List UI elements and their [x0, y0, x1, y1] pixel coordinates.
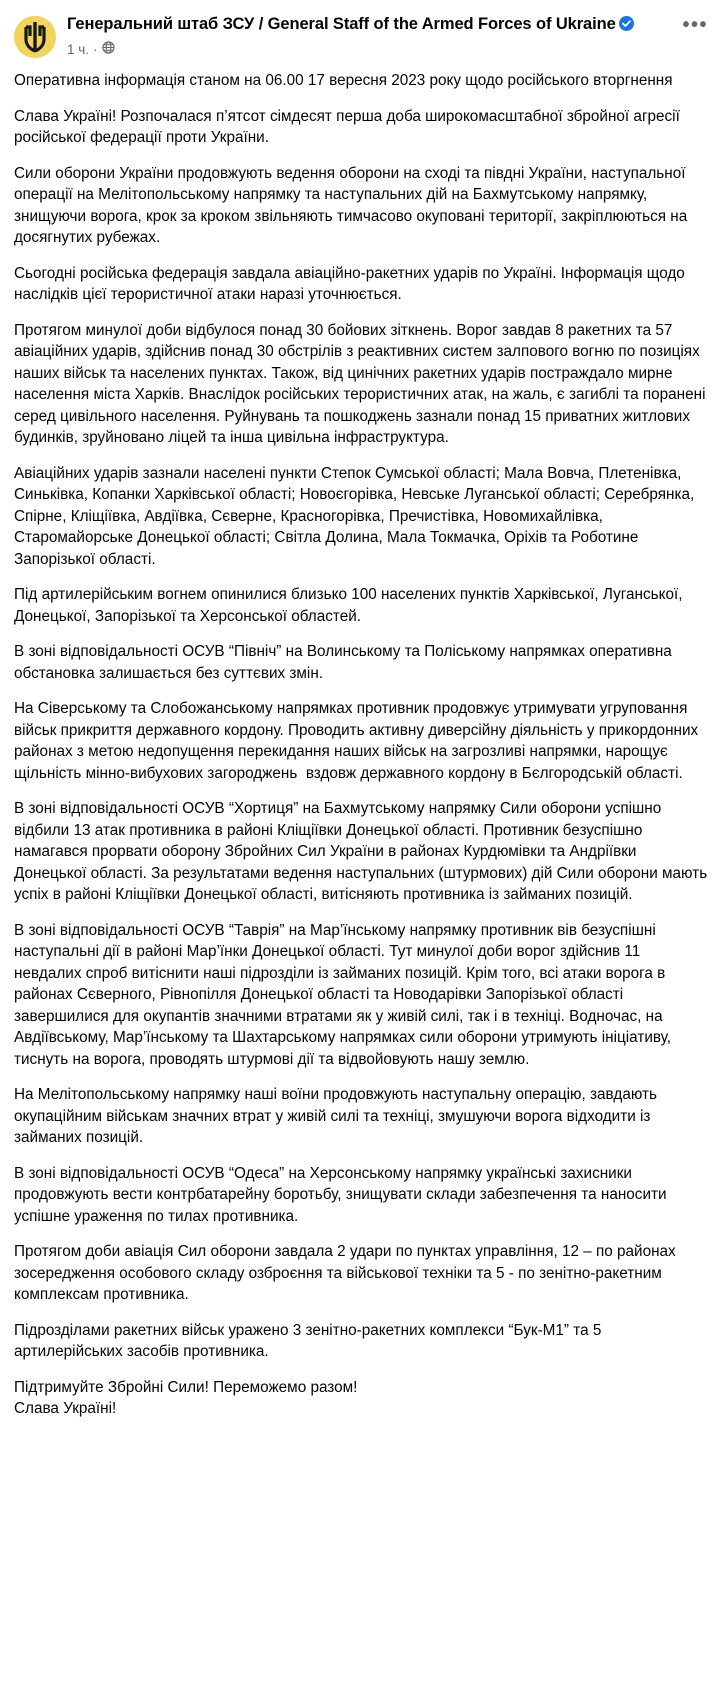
post-paragraph: Оперативна інформація станом на 06.00 17 вересня 2023 року щодо російського вторгнення — [14, 72, 673, 89]
post-paragraph: В зоні відповідальності ОСУВ “Хортиця” на Бахмутському напрямку Сили оборони успішно відбили 13 атак противника в районі Кліщіївки Донецької області. Противник безуспішно намагався прорвати оборону Збройних Сил України в районах Курдюмівки та Андріївки Донецької області. За результатами ведення наступальних (штурмових) дій Сили оборони мають успіх в районі Кліщіївки Донецької області, витісняють противника із займаних позицій. — [14, 800, 712, 903]
post-body — [0, 58, 726, 1430]
post-paragraph: В зоні відповідальності ОСУВ “Таврія” на Мар’їнському напрямку противник вів безуспішні наступальні дії в районі Мар’їнки Донецької області. Тут минулої доби ворог здійснив 11 невдалих спроб витіснити наші підрозділи із займаних позицій. Крім того, всі атаки ворога в районах Сєверного, Рівнопілля Донецької області та Новодарівки Запорізької області завершилися для окупантів значними втратами як у живій силі, так і в техніці. Водночас, на Авдіївському, Мар’їнському та Шахтарському напрямках сили оборони утримують ініціативу, тиснуть на ворога, проводять штурмові дії та відвойовують нашу землю. — [14, 921, 676, 1068]
post-paragraph: На Сіверському та Слобожанському напрямках противник продовжує утримувати угруповання військ прикриття державного кордону. Проводить активну диверсійну діяльність у прикордонних районах з метою недопущення перекидання наших військ на загрозливі напрямки, нарощує щільність мінно-вибухових загороджень вздовж державного кордону в Бєлгородській області. — [14, 700, 703, 782]
post-timestamp[interactable]: 1 ч. — [67, 41, 90, 57]
globe-icon — [102, 41, 115, 58]
post-meta — [67, 41, 670, 58]
post-paragraph: Підтримуйте Збройні Сили! Переможемо разом! — [14, 1378, 358, 1396]
page-name-text: Генеральний штаб ЗСУ / General Staff of the Armed Forces of Ukraine — [67, 15, 616, 33]
post-paragraph: Протягом минулої доби відбулося понад 30 бойових зіткнень. Ворог завдав 8 ракетних та 57 авіаційних ударів, здійснив понад 30 обстрілів з реактивних систем залпового вогню по позиціях наших військ та населених пунктах. Також, від цинічних ракетних ударів постраждало мирне населення міста Харків. Внаслідок російських терористичних атак, на жаль, є загиблі та поранені серед цивільного населення. Руйнувань та пошкоджень зазнали понад 15 приватних житлових будинків, зруйновано ліцей та інша цивільна інфраструктура. — [14, 321, 710, 446]
post-paragraph: Сили оборони України продовжують ведення оборони на сході та півдні України, наступальної операції на Мелітопольському напрямку та наступальних дій на Бахмутському напрямку, знищуючи ворога, крок за кроком звільняють тимчасово окуповані території, закріплюються на досягнутих рубежах. — [14, 164, 692, 246]
post-paragraph: На Мелітопольському напрямку наші воїни продовжують наступальну операцію, завдають окупаційним військам значних втрат у живій силі та техніці, змушуючи ворога відходити із займаних позицій. — [14, 1086, 662, 1146]
trident-emblem-icon — [14, 16, 56, 58]
post-paragraph: Сьогодні російська федерація завдала авіаційно-ракетних ударів по Україні. Інформація щодо наслідків цієї терористичної атаки наразі уточнюється. — [14, 264, 690, 303]
post-paragraph: Слава Україні! — [14, 1400, 117, 1417]
post-paragraph: Підрозділами ракетних військ уражено 3 зенітно-ракетних комплекси “Бук-М1” та 5 артилерійських засобів противника. — [14, 1321, 606, 1360]
post-paragraph: Авіаційних ударів зазнали населені пункти Степок Сумської області; Мала Вовча, Плетенівка, Синьківка, Копанки Харківської області; Новоєгорівка, Невське Луганської області; Серебрянка, Спірне, Кліщіївка, Авдіївка, Сєверне, Красногорівка, Пречистівка, Новомихайлівка, Старомайорське Донецької області; Світла Долина, Мала Токмачка, Оріхів та Роботине Запорізької області. — [14, 464, 699, 568]
post-author-block — [67, 14, 710, 58]
post-paragraph: Слава Україні! Розпочалася п’ятсот сімдесят перша доба широкомасштабної збройної агресії російської федерації проти України. — [14, 107, 685, 146]
post-options-menu-icon[interactable]: ••• — [682, 14, 708, 36]
verified-badge-icon — [619, 16, 634, 37]
post-paragraph: Протягом доби авіація Сил оборони завдала 2 удари по пунктах управління, 12 – по районах зосередження особового складу озброєння та військової техніки та 5 - по зенітно-ракетним комплексам противника. — [14, 1243, 680, 1303]
avatar[interactable] — [14, 16, 56, 58]
post-paragraph: Під артилерійським вогнем опинилися близько 100 населених пунктів Харківської, Луганської, Донецької, Запорізької та Херсонської областей. — [14, 586, 687, 625]
page-name[interactable] — [67, 14, 670, 37]
post-header — [0, 0, 726, 58]
meta-separator: · — [93, 41, 98, 57]
post-paragraph: В зоні відповідальності ОСУВ “Північ” на Волинському та Поліському напрямках оперативна обстановка залишається без суттєвих змін. — [14, 643, 677, 682]
post-paragraph: В зоні відповідальності ОСУВ “Одеса” на Херсонському напрямку українські захисники продовжують вести контрбатарейну боротьбу, знищувати склади забезпечення та наносити успішне ураження по тилах противника. — [14, 1164, 671, 1225]
